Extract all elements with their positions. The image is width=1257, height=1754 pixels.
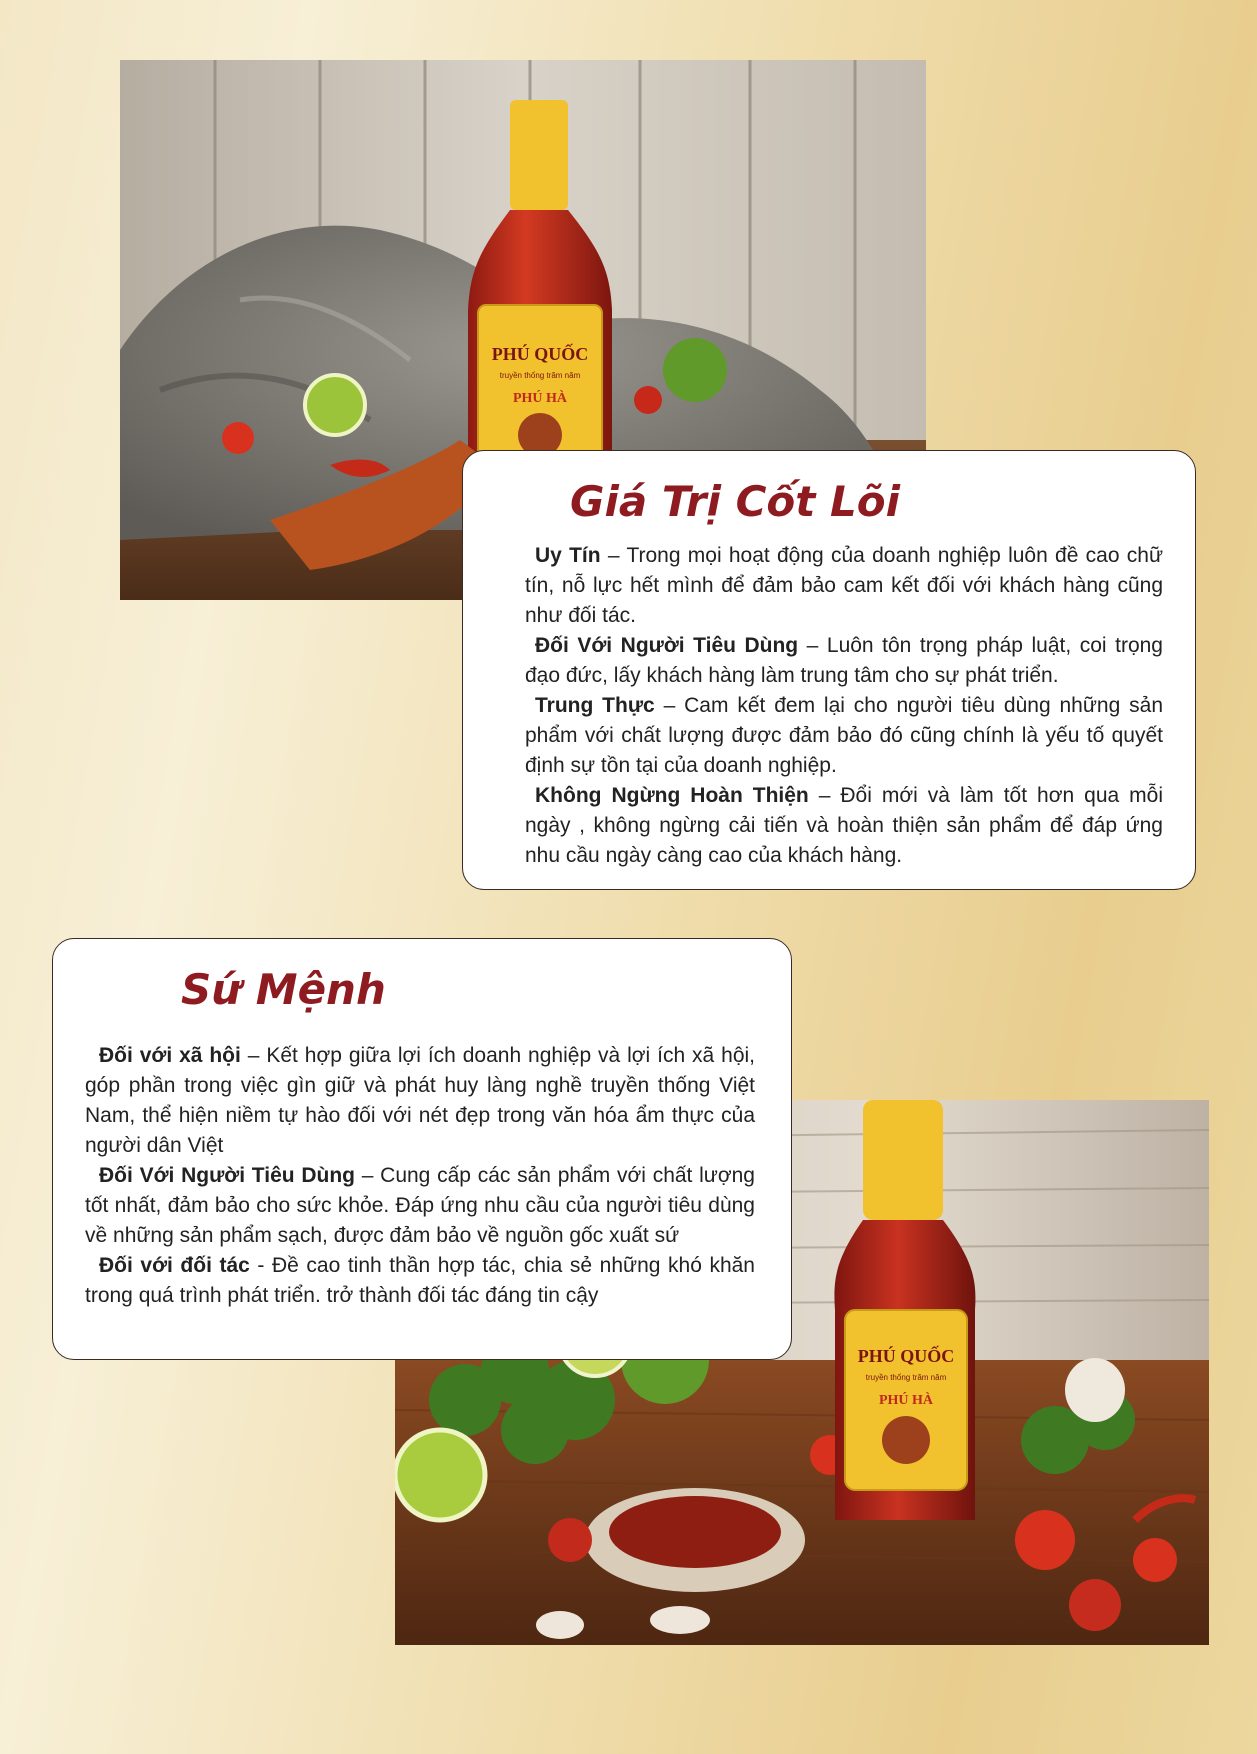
bottle-label-bottom-1: PHÚ QUỐC: [857, 1346, 955, 1366]
mission-list: [85, 1041, 755, 1311]
bottle-label-top-1: PHÚ QUỐC: [491, 344, 589, 364]
paragraph: [525, 781, 1163, 871]
paragraph-text: Kết hợp giữa lợi ích doanh nghiệp và lợi ích xã hội, góp phần trong việc gìn giữ và phát huy làng nghề truyền thống Việt Nam, thể hiện niềm tự hào đối với nét đẹp trong văn hóa ẩm thực của người dân Việt: [85, 1044, 755, 1157]
paragraph-separator: –: [808, 784, 841, 807]
paragraph-term: Đối Với Người Tiêu Dùng: [535, 634, 799, 657]
paragraph-term: Không Ngừng Hoàn Thiện: [535, 784, 809, 807]
paragraph-term: Đối với xã hội: [99, 1044, 241, 1067]
paragraph-text: Trong mọi hoạt động của doanh nghiệp luôn đề cao chữ tín, nỗ lực hết mình để đảm bảo cam kết đối với khách hàng cũng như đối tác.: [525, 544, 1164, 627]
paragraph-text: Luôn tôn trọng pháp luật, coi trọng đạo đức, lấy khách hàng làm trung tâm cho sự phát triển.: [525, 634, 1163, 687]
core-values-list: [525, 541, 1163, 871]
core-values-title: Giá Trị Cốt Lõi: [570, 477, 900, 526]
paragraph-separator: –: [654, 694, 685, 717]
paragraph-separator: –: [354, 1164, 381, 1187]
bottle-label-bottom-3: PHÚ HÀ: [878, 1393, 934, 1408]
bottle-label-top-2: truyền thống trăm năm: [499, 371, 581, 380]
paragraph-separator: –: [600, 544, 627, 567]
paragraph-text: Đổi mới và làm tốt hơn qua mỗi ngày , không ngừng cải tiến và hoàn thiện sản phẩm để đáp ứng nhu cầu ngày càng cao của khách hàng.: [525, 784, 1163, 867]
paragraph-term: Đối Với Người Tiêu Dùng: [99, 1164, 355, 1187]
paragraph-separator: –: [798, 634, 827, 657]
paragraph: [525, 691, 1163, 781]
paragraph-term: Uy Tín: [535, 544, 601, 567]
bottle-label-bottom-2: truyền thống trăm năm: [865, 1373, 947, 1382]
bottle-label-top-3: PHÚ HÀ: [512, 391, 568, 406]
paragraph-separator: -: [249, 1254, 272, 1277]
paragraph: [85, 1161, 755, 1251]
paragraph: [85, 1251, 755, 1311]
paragraph-term: Đối với đối tác: [99, 1254, 250, 1277]
mission-card: [52, 938, 792, 1360]
paragraph: [525, 631, 1163, 691]
paragraph-text: Cung cấp các sản phẩm với chất lượng tốt nhất, đảm bảo cho sức khỏe. Đáp ứng nhu cầu của người tiêu dùng về những sản phẩm sạch, được đảm bảo về nguồn gốc xuất sứ: [85, 1164, 755, 1247]
paragraph: [85, 1041, 755, 1161]
paragraph-text: Đề cao tinh thần hợp tác, chia sẻ những khó khăn trong quá trình phát triển. trở thành đối tác đáng tin cậy: [85, 1254, 755, 1307]
paragraph-term: Trung Thực: [535, 694, 655, 717]
paragraph: [525, 541, 1163, 631]
core-values-card: [462, 450, 1196, 890]
paragraph-text: Cam kết đem lại cho người tiêu dùng những sản phẩm với chất lượng được đảm bảo đó cũng chính là yếu tố quyết định sự tồn tại của doanh nghiệp.: [525, 694, 1163, 777]
mission-title: Sứ Mệnh: [181, 965, 386, 1014]
paragraph-separator: –: [240, 1044, 267, 1067]
